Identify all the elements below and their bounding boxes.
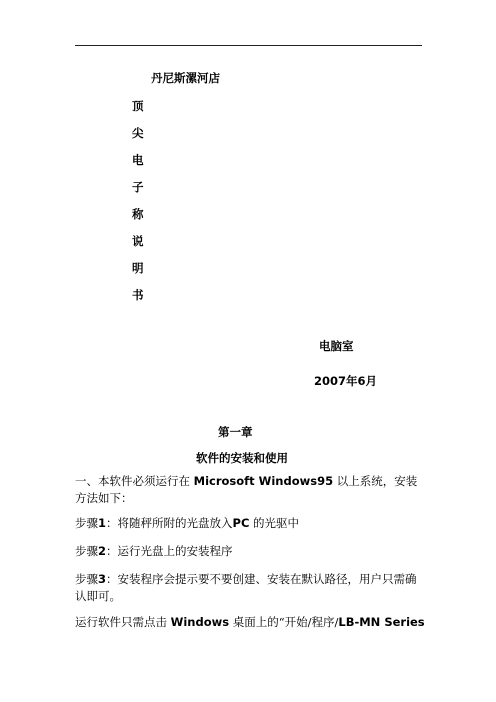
store-name: 丹尼斯漯河店: [151, 71, 220, 85]
program-name: LB-MN Series: [338, 615, 425, 629]
step-text: ：运行光盘上的安装程序: [106, 544, 233, 558]
step-text: ：安装程序会提示要不要创建、安装在默认路径，用户只需确认即可。: [75, 572, 417, 603]
step-number: 3: [98, 572, 107, 586]
step-label: 步骤: [75, 572, 98, 586]
run-paragraph: [75, 614, 435, 631]
run-text: 运行软件只需点击: [75, 615, 171, 629]
title-char: 电: [132, 153, 144, 167]
title-char: 书: [132, 288, 144, 302]
os-name: Microsoft Windows95: [193, 474, 334, 488]
title-char: 子: [132, 180, 144, 194]
step-number: 2: [98, 544, 107, 558]
pc-term: PC: [232, 516, 250, 530]
step-1: [75, 515, 425, 532]
step-text: ：将随秤所附的光盘放入: [106, 516, 233, 530]
step-2: [75, 543, 425, 560]
step-number: 1: [98, 516, 107, 530]
department-name: 电脑室: [319, 339, 354, 353]
title-char: 尖: [132, 126, 144, 140]
intro-text-end: 以上系统，安装方法如下：: [75, 474, 418, 505]
title-char: 称: [132, 207, 144, 221]
windows-term: Windows: [170, 615, 230, 629]
title-char: 说: [132, 234, 144, 248]
intro-paragraph: [75, 473, 425, 507]
title-char: 明: [132, 261, 144, 275]
step-label: 步骤: [75, 516, 98, 530]
intro-text: 一、本软件必须运行在: [75, 474, 194, 488]
run-text-mid: 桌面上的“开始/程序/: [229, 615, 339, 629]
step-3: [75, 571, 425, 605]
document-date: 2007年6月: [314, 374, 378, 388]
chapter-title: 第一章: [218, 425, 253, 439]
header-rule: [75, 45, 422, 46]
step-text-end: 的光驱中: [249, 516, 300, 530]
step-label: 步骤: [75, 544, 98, 558]
title-char: 顶: [132, 99, 144, 113]
section-title: 软件的安装和使用: [196, 451, 288, 465]
